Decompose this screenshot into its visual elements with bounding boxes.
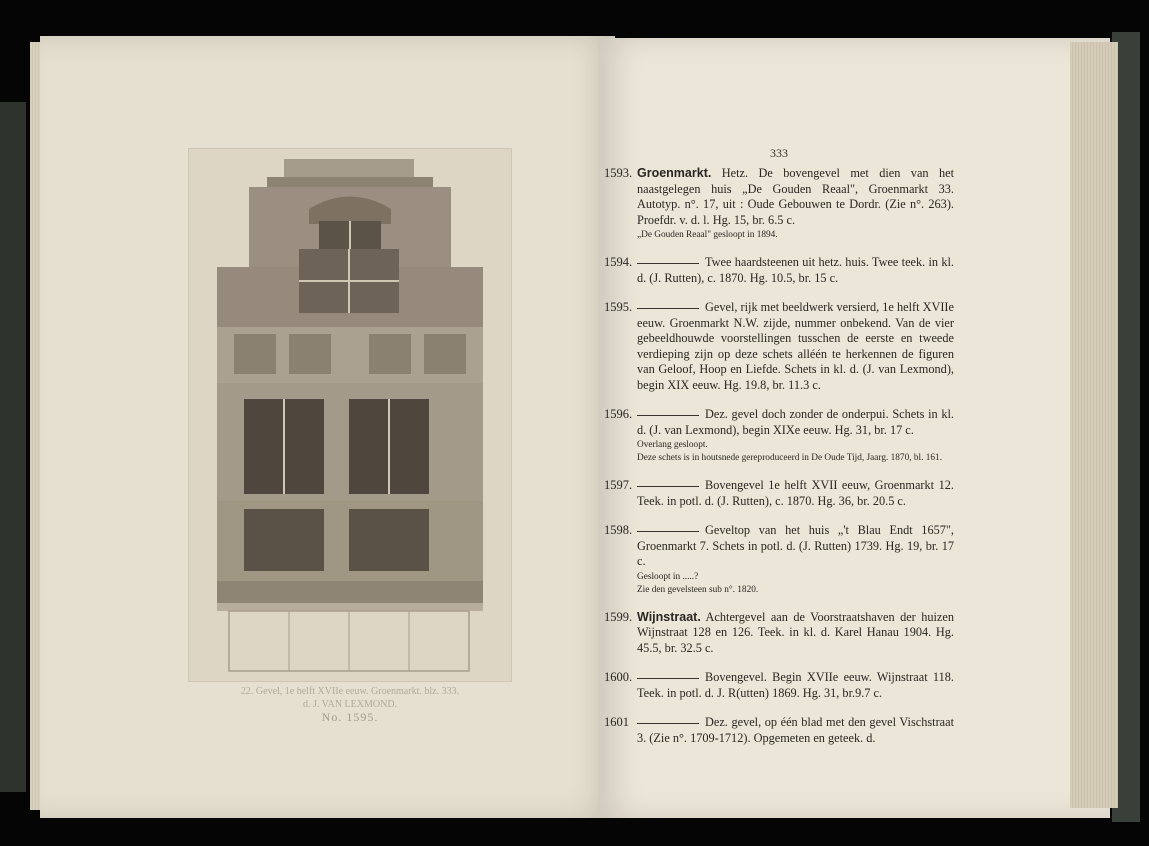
- catalogue-entry: [604, 166, 954, 241]
- entry-text: Dez. gevel doch zonder de onderpui. Schets in kl. d. (J. van Lexmond), begin XIXe eeuw. Hg. 31, br. 17 c.: [637, 407, 954, 437]
- catalogue-entry: [604, 715, 954, 746]
- ditto-dash: [637, 415, 699, 416]
- entry-number: 1598.: [604, 523, 633, 537]
- entry-text: Achtergevel aan de Voorstraatshaven der huizen Wijnstraat 128 en 126. Teek. in kl. d. Karel Hanau 1904. Hg. 45.5, br. 32.5 c.: [637, 609, 954, 655]
- entry-number: 1594.: [604, 255, 633, 269]
- catalogue-entry: [604, 670, 954, 701]
- page-number: 333: [770, 146, 788, 160]
- entry-text: Bovengevel. Begin XVIIe eeuw. Wijnstraat 118. Teek. in potl. d. J. R(utten) 1869. Hg. 31, br.9.7 c.: [637, 670, 954, 700]
- plate-number: No. 1595.: [321, 710, 379, 724]
- entry-body: [637, 407, 954, 438]
- plate-caption: [200, 685, 500, 724]
- catalogue-entry: [604, 610, 954, 657]
- entry-number: 1600.: [604, 670, 633, 684]
- plate-caption-line2: d. J. VAN LEXMOND.: [302, 699, 398, 710]
- entry-body: [637, 478, 954, 509]
- entry-body: [637, 166, 954, 228]
- entry-number: 1597.: [604, 478, 633, 492]
- entry-body: [637, 300, 954, 393]
- catalogue-entry: [604, 407, 954, 464]
- plate-caption-line1: 22. Gevel, 1e helft XVIIe eeuw. Groenmarkt. blz. 333.: [240, 686, 460, 697]
- catalogue-entry: [604, 523, 954, 596]
- entry-note: „De Gouden Reaal" gesloopt in 1894.: [637, 230, 778, 240]
- entry-text: Dez. gevel, op één blad met den gevel Vischstraat 3. (Zie n°. 1709-1712). Opgemeten en geteek. d.: [637, 715, 954, 745]
- entry-number: 1596.: [604, 407, 633, 421]
- entry-body: [637, 255, 954, 286]
- ditto-dash: [637, 531, 699, 532]
- ditto-dash: [637, 723, 699, 724]
- entry-text: Gevel, rijk met beeldwerk versierd, 1e helft XVIIe eeuw. Groenmarkt N.W. zijde, nummer onbekend. Van de vier gebeeldhouwde voorstellingen tusschen de eerste en tweede verdieping zijn op deze schets alléén te herkennen de figuren van Geloof, Hoop en Liefde. Schets in kl. d. (J. van Lexmond), begin XIX eeuw. Hg. 19.8, br. 11.3 c.: [637, 300, 954, 392]
- catalogue-entry: [604, 255, 954, 286]
- entry-text: Hetz. De bovengevel met dien van het naastgelegen huis „De Gouden Reaal", Groenmarkt 33. Autotyp. n°. 17, uit : Oude Gebouwen te Dordr. (Zie n°. 263). Proefdr. v. d. l. Hg. 15, br. 6.5 c.: [637, 166, 954, 227]
- entry-note: Zie den gevelsteen sub n°. 1820.: [637, 584, 759, 595]
- facade-illustration: [188, 148, 512, 682]
- entry-text: Geveltop van het huis „'t Blau Endt 1657", Groenmarkt 7. Schets in potl. d. (J. Rutten) 1739. Hg. 19, br. 17 c.: [637, 523, 954, 568]
- ditto-dash: [637, 308, 699, 309]
- entry-number: 1601: [604, 715, 629, 729]
- entry-number: 1593.: [604, 166, 633, 180]
- entry-number: 1595.: [604, 300, 633, 314]
- ditto-dash: [637, 678, 699, 679]
- entry-body: [637, 670, 954, 701]
- page-edges-right: [1070, 42, 1118, 808]
- ditto-dash: [637, 263, 699, 264]
- entry-note: Gesloopt in .....?: [637, 571, 699, 582]
- entry-body: [637, 715, 954, 746]
- ditto-dash: [637, 486, 699, 487]
- book-cover-left: [0, 102, 26, 792]
- entry-body: [637, 610, 954, 657]
- catalogue-entry: [604, 300, 954, 393]
- facade-drawing: [189, 149, 511, 681]
- entry-body: [637, 523, 954, 570]
- entry-place: Wijnstraat.: [637, 609, 701, 624]
- entry-text: Twee haardsteenen uit hetz. huis. Twee teek. in kl. d. (J. Rutten), c. 1870. Hg. 10.5, br. 15 c.: [637, 255, 954, 285]
- entry-note: Overlang gesloopt.: [637, 440, 708, 450]
- entry-note: Deze schets is in houtsnede gereproduceerd in De Oude Tijd, Jaarg. 1870, bl. 161.: [637, 453, 943, 463]
- entry-place: Groenmarkt.: [637, 166, 712, 180]
- entry-number: 1599.: [604, 609, 633, 624]
- catalogue-entry: [604, 478, 954, 509]
- entry-text: Bovengevel 1e helft XVII eeuw, Groenmarkt 12. Teek. in potl. d. (J. Rutten), c. 1870. Hg. 36, br. 20.5 c.: [637, 478, 954, 508]
- catalogue-entries: [604, 166, 954, 760]
